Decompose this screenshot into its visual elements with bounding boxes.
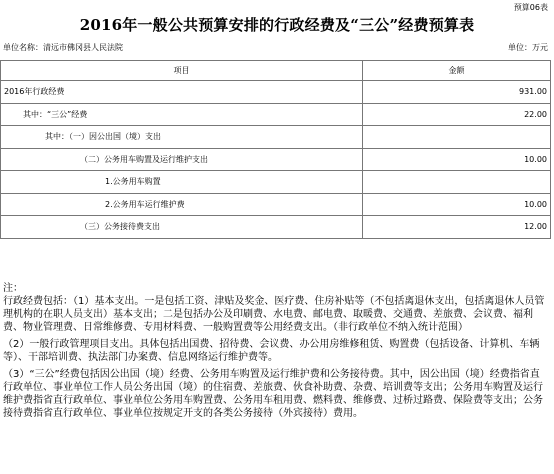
unit-measure: 单位：万元 — [508, 43, 548, 52]
row-amount — [363, 126, 551, 149]
notes-label: 注： — [3, 283, 23, 294]
row-amount: 931.00 — [363, 81, 551, 104]
table-row — [1, 81, 551, 104]
note-paragraph-1: 行政经费包括：（1）基本支出。一是包括工资、津贴及奖金、医疗费、住房补贴等（不包括离退休支出，包括离退休人员管理机构的在职人员支出）基本支出；二是包括办公及印刷费、水电费、邮电费、取暖费、交通费、差旅费、会议费、福利费、物业管理费、日常维修费、专用材料费、一般购置费等公用经费支出。（非行政单位不纳入统计范围） — [3, 296, 545, 333]
form-code: 预算06表 — [513, 3, 548, 12]
budget-table — [0, 60, 551, 239]
row-label: 1.公务用车购置 — [1, 171, 363, 194]
page-title: 2016年一般公共预算安排的行政经费及“三公”经费预算表 — [79, 16, 475, 34]
note-paragraph-3: （3）“三公”经费包括因公出国（境）经费、公务用车购置及运行维护费和公务接待费。其中，因公出国（境）经费指省直行政单位、事业单位工作人员公务出国（境）的住宿费、差旅费、伙食补助费、杂费、培训费等支出；公务用车购置及运行维护费指省直行政单位、事业单位公务用车购置费、公务用车租用费、燃料费、维修费、过桥过路费、保险费等支出；公务接待费指省直行政单位、事业单位按规定开支的各类公务接待（外宾接待）费用。 — [3, 369, 543, 419]
unit-info-row — [3, 42, 548, 53]
table-row — [1, 171, 551, 194]
notes-section — [3, 282, 549, 424]
row-amount: 10.00 — [363, 148, 551, 171]
row-label: 其中：“三公”经费 — [1, 103, 363, 126]
row-amount: 10.00 — [363, 193, 551, 216]
row-label: （二）公务用车购置及运行维护支出 — [1, 148, 363, 171]
row-label: 其中：（一）因公出国（境）支出 — [1, 126, 363, 149]
row-amount — [363, 171, 551, 194]
row-amount: 22.00 — [363, 103, 551, 126]
table-row — [1, 193, 551, 216]
table-row — [1, 103, 551, 126]
unit-name: 单位名称：清远市佛冈县人民法院 — [3, 43, 123, 52]
header-item: 项目 — [1, 61, 363, 81]
row-amount: 12.00 — [363, 216, 551, 239]
row-label: （三）公务接待费支出 — [1, 216, 363, 239]
row-label: 2.公务用车运行维护费 — [1, 193, 363, 216]
header-amount: 金额 — [363, 61, 551, 81]
table-row — [1, 148, 551, 171]
note-paragraph-2: （2）一般行政管理项目支出。具体包括出国费、招待费、会议费、办公用房维修租赁、购置费（包括设备、计算机、车辆等）、干部培训费、执法部门办案费、信息网络运行维护费等。 — [3, 339, 540, 363]
table-row — [1, 126, 551, 149]
table-row — [1, 216, 551, 239]
table-header-row — [1, 61, 551, 81]
row-label: 2016年行政经费 — [1, 81, 363, 104]
